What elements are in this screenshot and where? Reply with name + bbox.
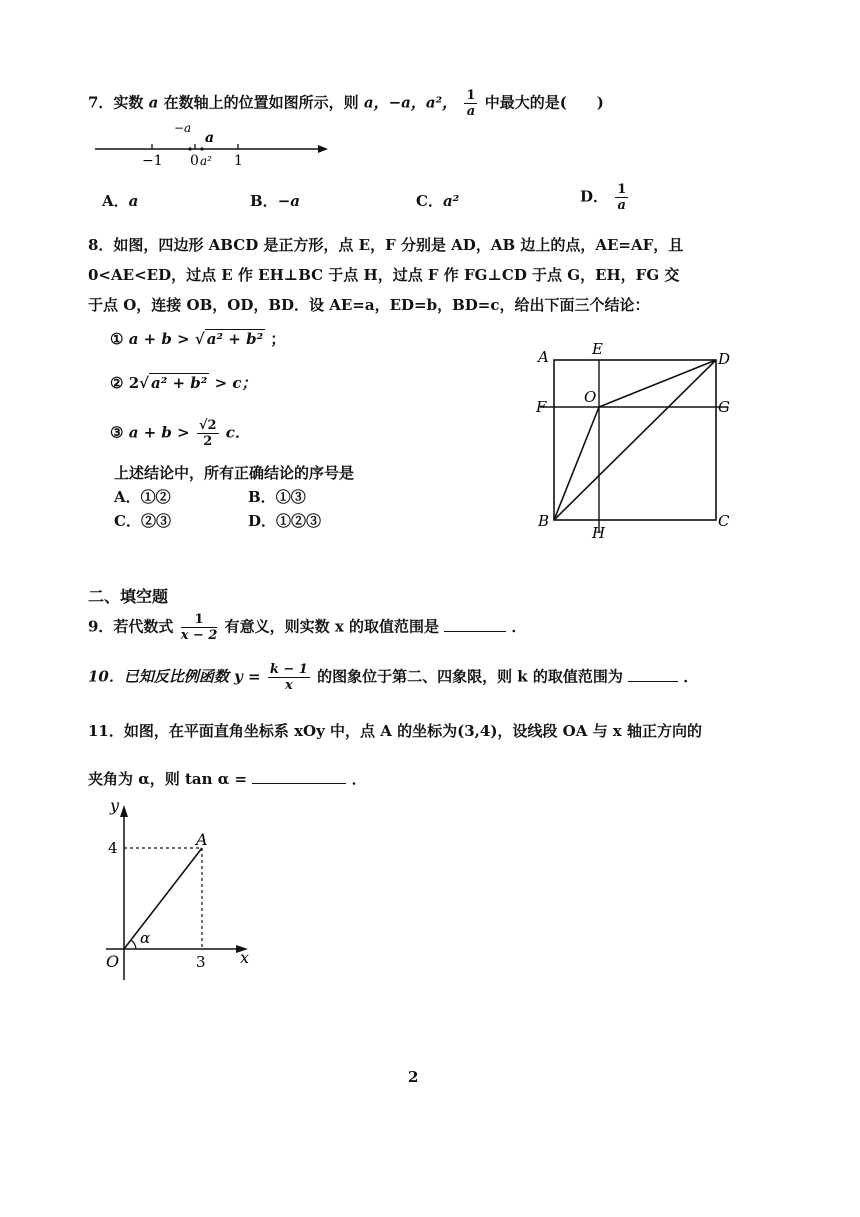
q8-conclusion-1: ① a + b > √ a² + b² ； [110, 330, 286, 348]
label-A: A [538, 348, 549, 366]
label-H: H [592, 524, 606, 542]
label-O: O [584, 388, 597, 406]
tick-one: 1 [234, 153, 243, 169]
point-a-label: A [196, 830, 208, 849]
tick-a-squared: a² [200, 154, 212, 168]
q9-answer-blank[interactable] [444, 617, 506, 632]
tick-zero: 0 [190, 153, 199, 169]
label-B: B [538, 512, 550, 530]
q7-list: a，−a，a²， [363, 93, 458, 112]
q7-stem [88, 88, 604, 119]
q8-option-b[interactable]: B．①③ [248, 488, 306, 506]
q8-conclusion-3: ③ a + b > $\frac{√2}{2}$ c． [110, 418, 250, 449]
q10-stem: 10．已知反比例函数 y = $\frac{k - 1}{x}$ 的图象位于第二、四象限，则 k 的取值范围为 ． [88, 662, 699, 693]
axis-y-label: y [110, 796, 120, 815]
angle-alpha-label: α [140, 929, 151, 947]
q7-fraction: $\frac{1}{a}$ [466, 88, 476, 119]
q9-stem: 9．若代数式 $\frac{1}{x - 2}$ 有意义，则实数 x 的取值范围是 ． [88, 612, 527, 643]
y-tick-4: 4 [108, 839, 118, 857]
q7-var-a: a [148, 93, 159, 112]
q11-line-1: 11．如图，在平面直角坐标系 xOy 中，点 A 的坐标为(3,4)，设线段 OA 与 x 轴正方向的 [88, 722, 702, 740]
q8-option-c[interactable]: C．②③ [114, 512, 171, 530]
label-G: G [718, 398, 730, 416]
q7-option-a[interactable]: A．a [102, 192, 139, 210]
q8-conclusion-2: ② 2√ a² + b² > c； [110, 374, 257, 392]
x-tick-3: 3 [196, 953, 206, 971]
tick-neg-one: −1 [142, 153, 163, 169]
q8-line-3: 于点 O，连接 OB，OD，BD．设 AE=a，ED=b，BD=c，给出下面三个结论： [88, 296, 650, 314]
q7-option-d[interactable]: D． $\frac{1}{a}$ [580, 182, 627, 213]
q7-middle: 在数轴上的位置如图所示，则 [163, 93, 359, 112]
q7-number-line [90, 118, 340, 170]
q8-line-2: 0<AE<ED，过点 E 作 EH⊥BC 于点 H，过点 F 作 FG⊥CD 于点 G，EH，FG 交 [88, 266, 680, 284]
mark-a: a [205, 130, 215, 146]
q8-line-1: 8．如图，四边形 ABCD 是正方形，点 E，F 分别是 AD，AB 边上的点，AE=AF，且 [88, 236, 684, 254]
q8-option-d[interactable]: D．①②③ [248, 512, 322, 530]
q8-square-figure [530, 340, 740, 545]
q11-line-2: 夹角为 α，则 tan α = ． [88, 770, 367, 788]
q11-answer-blank[interactable] [252, 769, 346, 784]
q11-coordinate-figure [98, 795, 268, 985]
section-2-title: 二、填空题 [88, 587, 169, 606]
label-D: D [718, 350, 731, 368]
q7-prefix: 7．实数 [88, 93, 144, 112]
label-F: F [536, 398, 547, 416]
origin-label: O [106, 952, 120, 971]
q7-option-b[interactable]: B．−a [250, 192, 300, 210]
q8-ask: 上述结论中，所有正确结论的序号是 [114, 464, 355, 482]
axis-x-label: x [240, 948, 250, 967]
q8-option-a[interactable]: A．①② [114, 488, 171, 506]
label-E: E [592, 340, 603, 358]
page-number: 2 [408, 1068, 419, 1086]
q7-suffix: 中最大的是( ) [484, 93, 604, 112]
label-C: C [718, 512, 730, 530]
q7-option-c[interactable]: C．a² [416, 192, 460, 210]
mark-neg-a: −a [174, 121, 192, 135]
q10-answer-blank[interactable] [628, 667, 678, 682]
